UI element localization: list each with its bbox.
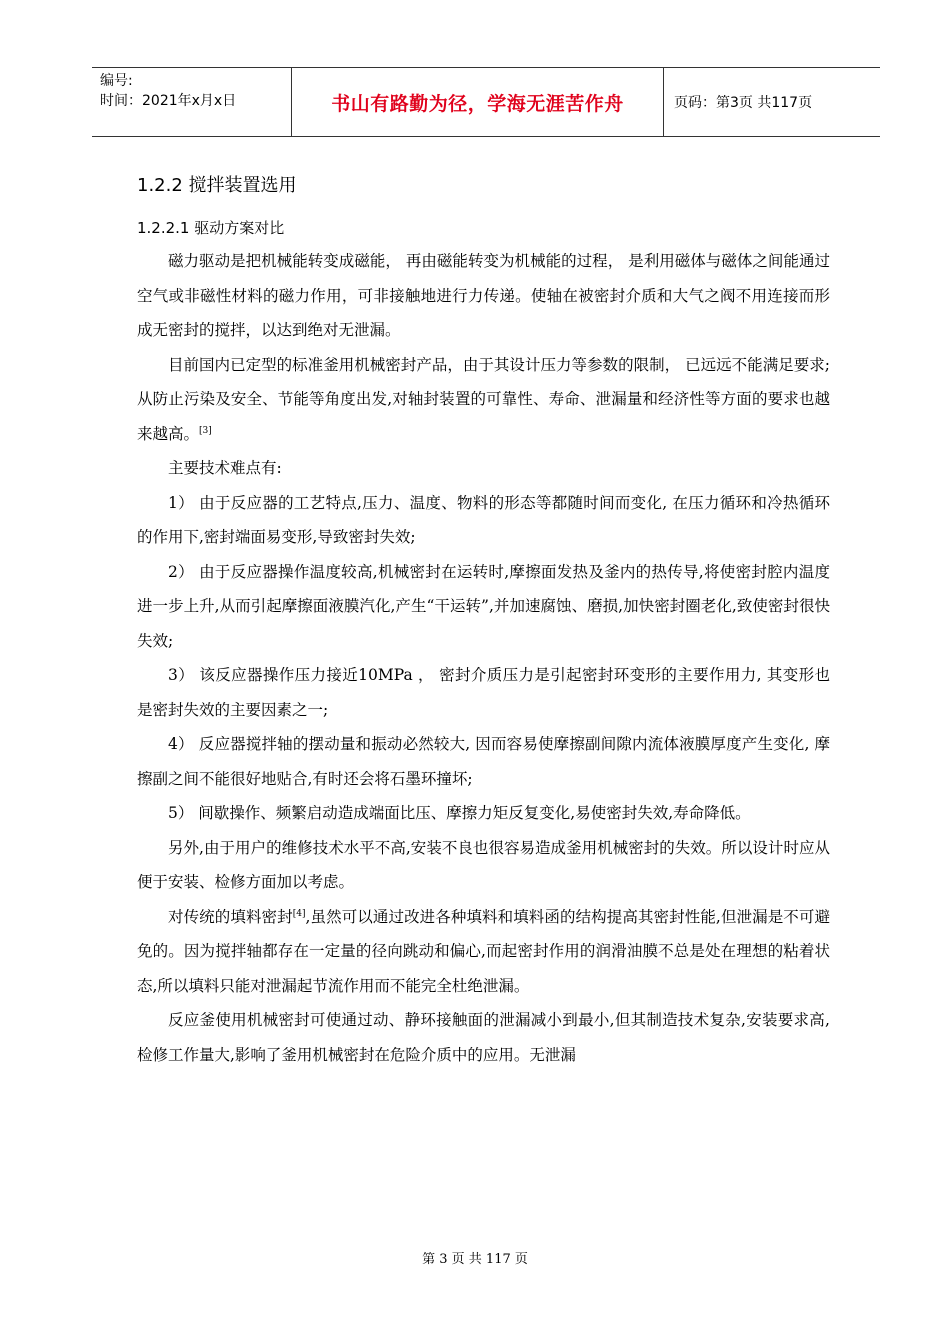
header-page-cell [664,68,880,136]
paragraph-standard-seal [137,348,830,452]
list-item-3: 3） 该反应器操作压力接近10MPa ， 密封介质压力是引起密封环变形的主要作用力, 其变形也是密封失效的主要因素之一; [137,666,830,719]
header-motto-cell [292,68,664,136]
paragraph-packing-seal-b: ,虽然可以通过改进各种填料和填料函的结构提高其密封性能,但泄漏是不可避免的。因为搅拌轴都存在一定量的径向跳动和偏心,而起密封作用的润滑油膜不总是处在理想的粘着状态,所以填料只能对泄漏起节流作用而不能完全杜绝泄漏。 [137,907,830,995]
citation-4: [4] [292,908,306,919]
number-label: 编号: [100,73,133,89]
page-code: 页码：第3页 共117页 [674,95,813,111]
paragraph-mechanical-seal: 反应釜使用机械密封可使通过动、静环接触面的泄漏减小到最小,但其制造技术复杂,安装要求高,检修工作量大,影响了釜用机械密封在危险介质中的应用。无泄漏 [137,1011,830,1064]
list-item-5: 5） 间歇操作、频繁启动造成端面比压、摩擦力矩反复变化,易使密封失效,寿命降低。 [168,804,751,822]
motto-text: 书山有路勤为径，学海无涯苦作舟 [331,92,624,115]
time-label: 时间：2021年x月x日 [100,93,237,109]
list-item-1: 1） 由于反应器的工艺特点,压力、温度、物料的形态等都随时间而变化, 在压力循环和冷热循环的作用下,密封端面易变形,导致密封失效; [137,493,830,546]
page-footer: 第 3 页 共 117 页 [422,1252,528,1267]
subsection-heading: 1.2.2.1 驱动方案对比 [137,219,285,237]
document-body [137,170,830,1072]
list-item-4: 4） 反应器搅拌轴的摆动量和振动必然较大, 因而容易使摩擦副间隙内流体液膜厚度产生变化, 摩擦副之间不能很好地贴合,有时还会将石墨环撞坏; [137,735,830,788]
page-header [92,67,880,137]
paragraph-standard-seal-text: 目前国内已定型的标准釜用机械密封产品，由于其设计压力等参数的限制， 已远远不能满足要求;从防止污染及安全、节能等角度出发,对轴封装置的可靠性、寿命、泄漏量和经济性等方面的要求也越来越高。 [137,355,830,443]
header-left-cell [92,68,292,136]
paragraph-packing-seal-a: 对传统的填料密封 [168,907,293,926]
section-heading: 1.2.2 搅拌装置选用 [137,175,297,196]
paragraph-difficulties-intro: 主要技术难点有: [168,459,282,477]
citation-3: [3] [199,425,212,436]
paragraph-packing-seal [137,900,830,1004]
paragraph-maintenance: 另外,由于用户的维修技术水平不高,安装不良也很容易造成釜用机械密封的失效。所以设计时应从便于安装、检修方面加以考虑。 [137,838,830,891]
paragraph-magnetic-drive: 磁力驱动是把机械能转变成磁能， 再由磁能转变为机械能的过程， 是利用磁体与磁体之间能通过空气或非磁性材料的磁力作用，可非接触地进行力传递。使轴在被密封介质和大气之阀不用连接而形成无密封的搅拌，以达到绝对无泄漏。 [137,252,830,339]
list-item-2: 2） 由于反应器操作温度较高,机械密封在运转时,摩擦面发热及釜内的热传导,将使密封腔内温度进一步上升,从而引起摩擦面液膜汽化,产生“干运转”,并加速腐蚀、磨损,加快密封圈老化,致使密封很快失效; [137,562,830,650]
